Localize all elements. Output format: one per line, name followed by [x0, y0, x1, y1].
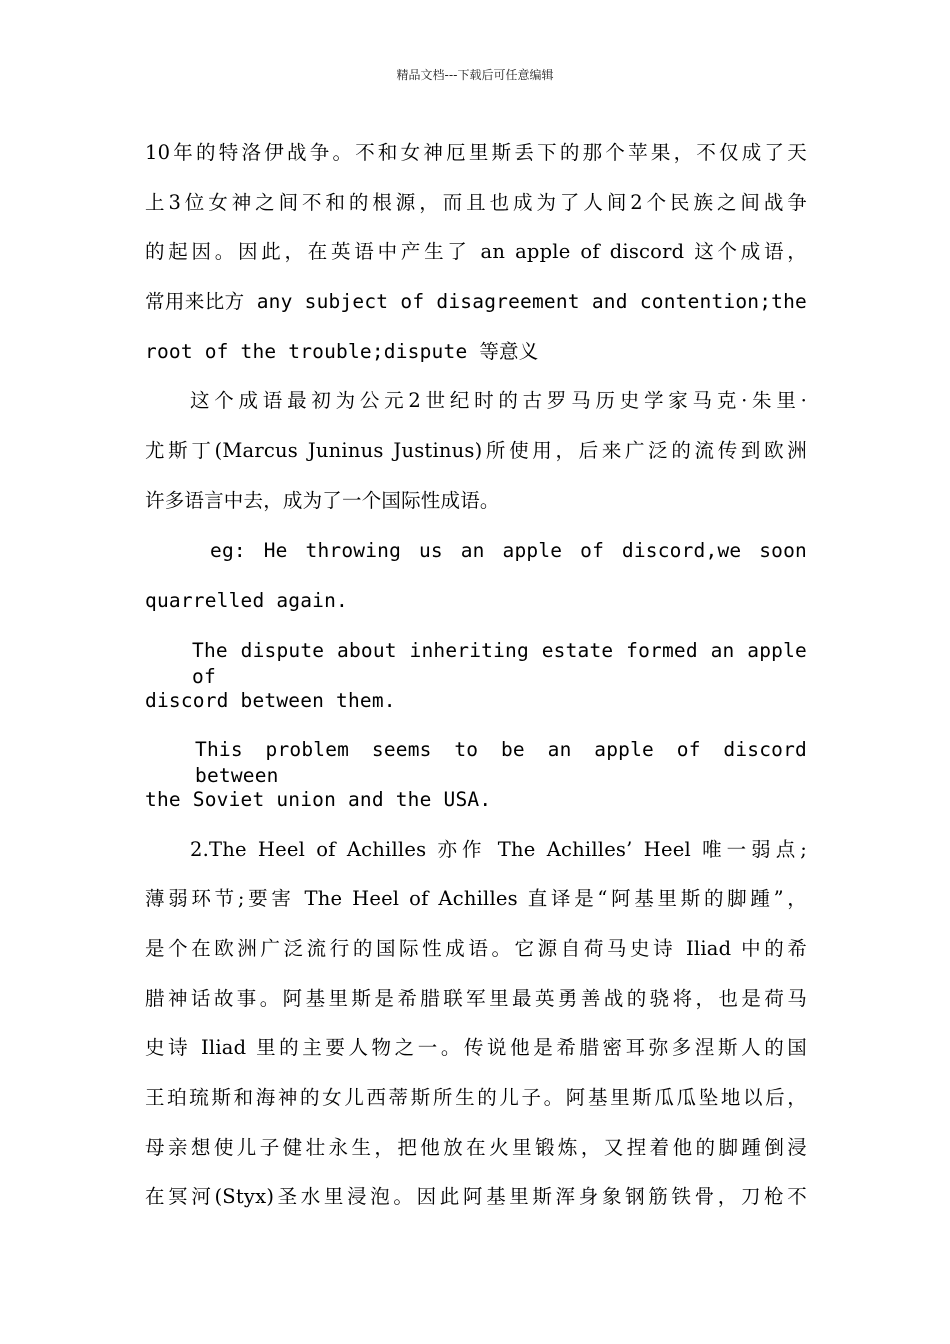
text-line: The dispute about inheriting estate formed an apple of: [192, 639, 807, 688]
text-line: quarrelled again.: [145, 589, 348, 612]
text-line: 腊神话故事。阿基里斯是希腊联军里最英勇善战的骁将，也是荷马: [145, 987, 807, 1010]
page-header: 精品文档---下载后可任意编辑: [396, 68, 554, 82]
text-line: 母亲想使儿子健壮永生，把他放在火里锻炼，又捏着他的脚踵倒浸: [145, 1136, 807, 1159]
text-line: 王珀琉斯和海神的女儿西蒂斯所生的儿子。阿基里斯瓜瓜坠地以后，: [145, 1086, 807, 1109]
text-line: 是个在欧洲广泛流行的国际性成语。它源自荷马史诗 Iliad 中的希: [145, 937, 807, 960]
text-line: eg: He throwing us an apple of discord,we soon: [210, 539, 807, 562]
text-line: 史诗 Iliad 里的主要人物之一。传说他是希腊密耳弥多涅斯人的国: [145, 1036, 807, 1059]
text-line: discord between them.: [145, 689, 396, 712]
text-line: the Soviet union and the USA.: [145, 788, 492, 811]
text-line: 的起因。因此，在英语中产生了 an apple of discord 这个成语，: [145, 240, 807, 263]
text-line: 在冥河(Styx)圣水里浸泡。因此阿基里斯浑身象钢筋铁骨，刀枪不: [145, 1185, 807, 1208]
text-line: This problem seems to be an apple of discord between: [195, 738, 807, 787]
text-line: 2.The Heel of Achilles 亦作 The Achilles’ Heel 唯一弱点;: [190, 838, 807, 861]
text-line: 薄弱环节;要害 The Heel of Achilles 直译是“阿基里斯的脚踵”，: [145, 887, 807, 910]
text-line: root of the trouble;dispute 等意义: [145, 340, 539, 363]
text-line: 这个成语最初为公元2世纪时的古罗马历史学家马克·朱里·: [190, 389, 807, 412]
text-line: 许多语言中去，成为了一个国际性成语。: [145, 489, 500, 512]
text-line: 常用来比方 any subject of disagreement and contention;the: [145, 290, 807, 313]
text-line: 上3位女神之间不和的根源，而且也成为了人间2个民族之间战争: [145, 191, 807, 214]
text-line: 尤斯丁(Marcus Juninus Justinus)所使用，后来广泛的流传到欧洲: [145, 439, 807, 462]
text-line: 10年的特洛伊战争。不和女神厄里斯丢下的那个苹果，不仅成了天: [145, 141, 807, 164]
